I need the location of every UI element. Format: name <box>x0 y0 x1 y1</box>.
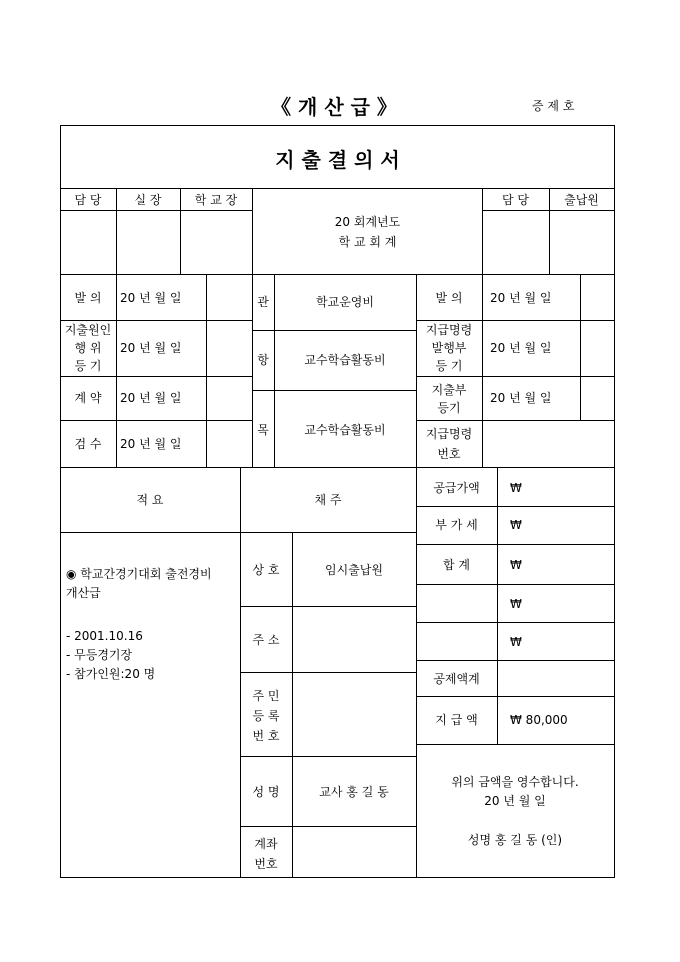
deduction-total-label: 공제액계 <box>433 672 480 686</box>
creditor-company-label: 상 호 <box>252 563 280 577</box>
expense-cause-label-1: 지출원인 <box>64 323 112 337</box>
creditor-id-label-1: 주 민 <box>252 689 280 703</box>
creditor-account-label-2: 번호 <box>254 857 278 871</box>
creditor-id-field[interactable] <box>293 673 416 756</box>
summary-location: - 무등경기장 <box>66 648 133 662</box>
summary-item-type: 개산급 <box>66 586 101 600</box>
supply-amount-label: 공급가액 <box>433 481 480 495</box>
creditor-account-label-1: 계좌 <box>254 837 278 851</box>
extra-amount-1-value[interactable]: ₩ <box>510 597 522 611</box>
budget-hang-label: 항 <box>257 353 269 367</box>
approval-principal-label: 학 교 장 <box>194 193 238 207</box>
contract-label: 계 약 <box>74 391 102 405</box>
payment-order-label-1: 지급명령 <box>425 323 473 337</box>
vat-value[interactable]: ₩ <box>510 518 522 532</box>
creditor-company-value: 임시출납원 <box>325 563 383 577</box>
summary-header: 적 요 <box>136 493 164 507</box>
inspection-label: 검 수 <box>74 437 102 451</box>
payment-amount-label: 지 급 액 <box>435 713 478 727</box>
expense-cause-date[interactable]: 20 년 월 일 <box>120 341 182 355</box>
payment-order-date[interactable]: 20 년 월 일 <box>490 341 552 355</box>
budget-hang-value: 교수학습활동비 <box>304 353 386 367</box>
expense-cause-label-3: 등 기 <box>74 359 102 373</box>
payment-amount-value[interactable]: ₩ 80,000 <box>510 713 568 727</box>
summary-item: ◉ 학교간경기대회 출전경비 <box>66 567 212 581</box>
vat-label: 부 가 세 <box>435 518 478 532</box>
creditor-name-label: 성 명 <box>252 785 280 799</box>
budget-gwan-label: 관 <box>257 295 269 309</box>
approval-cashier-label: 출납원 <box>564 193 599 207</box>
inspection-date[interactable]: 20 년 월 일 <box>120 437 182 451</box>
creditor-id-label-3: 번 호 <box>252 729 280 743</box>
summary-participants: - 참가인원:20 명 <box>66 667 156 681</box>
creditor-address-field[interactable] <box>293 607 416 672</box>
right-proposal-date[interactable]: 20 년 월 일 <box>490 291 552 305</box>
expense-book-label-2: 등기 <box>437 401 461 415</box>
total-value[interactable]: ₩ <box>510 558 522 572</box>
extra-amount-2-value[interactable]: ₩ <box>510 635 522 649</box>
creditor-name-value: 교사 홍 길 동 <box>319 785 389 799</box>
payment-order-label-3: 등 기 <box>435 359 463 373</box>
expense-book-date[interactable]: 20 년 월 일 <box>490 391 552 405</box>
supply-amount-value[interactable]: ₩ <box>510 481 522 495</box>
approval-right-manager-label: 담 당 <box>502 193 529 207</box>
approval-chief-sign-box[interactable] <box>117 211 180 274</box>
proposal-label: 발 의 <box>74 291 102 305</box>
total-label: 합 계 <box>443 558 470 572</box>
creditor-account-field[interactable] <box>293 827 416 877</box>
budget-mok-label: 목 <box>257 423 269 437</box>
payment-order-no-label-1: 지급명령 <box>425 427 473 441</box>
payment-order-no-label-2: 번호 <box>437 447 461 461</box>
school-account: 학 교 회 계 <box>338 235 397 249</box>
document-header-title: 《 개 산 급 》 <box>271 95 397 119</box>
expense-book-label-1: 지출부 <box>431 383 467 397</box>
receipt-date: 20 년 월 일 <box>484 794 546 808</box>
approval-principal-sign-box[interactable] <box>181 211 252 274</box>
approval-right-manager-sign-box[interactable] <box>483 211 549 274</box>
approval-cashier-sign-box[interactable] <box>550 211 614 274</box>
form-title: 지 출 결 의 서 <box>275 148 400 172</box>
payment-order-no-field[interactable] <box>483 421 614 467</box>
budget-gwan-value: 학교운영비 <box>316 295 374 309</box>
payment-order-label-2: 발행부 <box>431 341 467 355</box>
receipt-signature: 성명 홍 길 동 (인) <box>467 833 563 847</box>
creditor-id-label-2: 등 록 <box>252 709 280 723</box>
deduction-total-field[interactable] <box>498 661 614 696</box>
approval-manager-sign-box[interactable] <box>61 211 116 274</box>
approval-chief-label: 실 장 <box>134 193 162 207</box>
document-number: 증 제 호 <box>532 99 575 113</box>
contract-date[interactable]: 20 년 월 일 <box>120 391 182 405</box>
approval-manager-label: 담 당 <box>74 193 102 207</box>
creditor-address-label: 주 소 <box>252 633 280 647</box>
creditor-header: 채 주 <box>314 493 342 507</box>
summary-date: - 2001.10.16 <box>66 629 143 643</box>
budget-mok-value: 교수학습활동비 <box>304 423 386 437</box>
right-proposal-label: 발 의 <box>435 291 463 305</box>
proposal-date[interactable]: 20 년 월 일 <box>120 291 182 305</box>
fiscal-year: 20 회계년도 <box>334 215 401 229</box>
receipt-statement: 위의 금액을 영수합니다. <box>451 775 579 789</box>
expense-cause-label-2: 행 위 <box>74 341 102 355</box>
